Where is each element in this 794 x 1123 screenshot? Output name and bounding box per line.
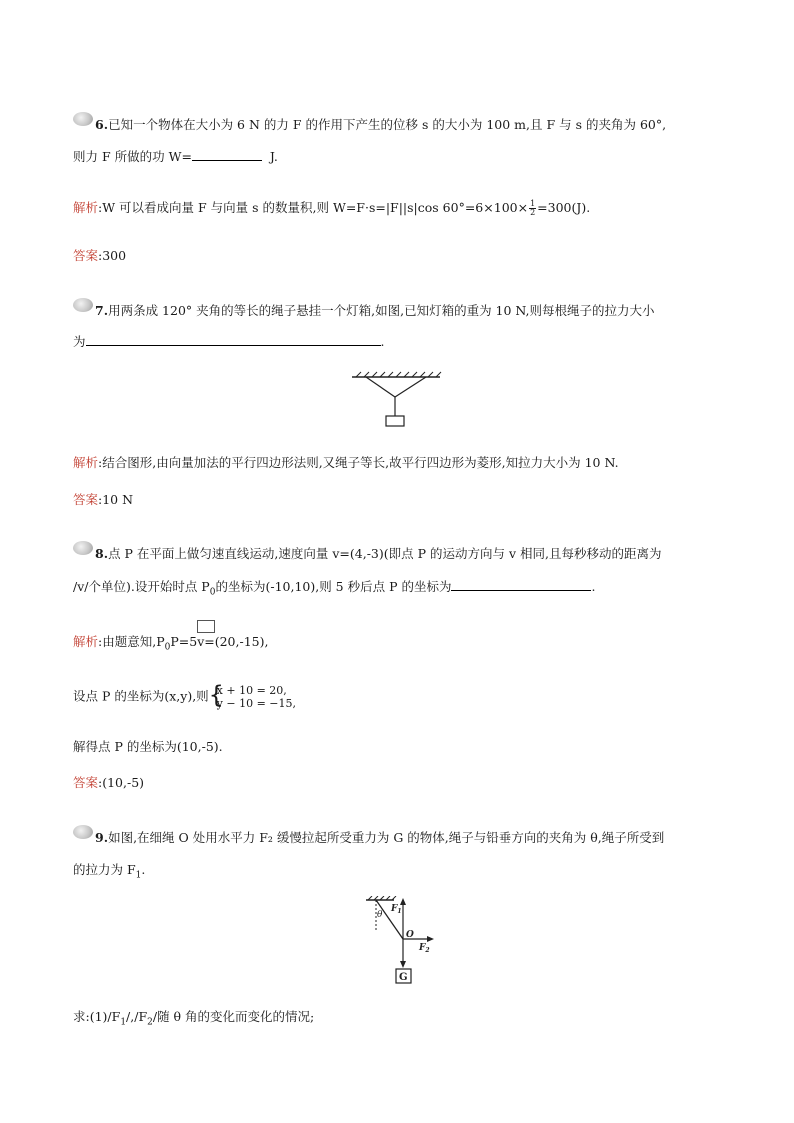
q6-stem-line1: 6.已知一个物体在大小为 6 N 的力 F 的作用下产生的位移 s 的大小为 100 m,且 F 与 s 的夹角为 60°, xyxy=(95,117,667,132)
q7-stem-line1: 7.用两条成 120° 夹角的等长的绳子悬挂一个灯箱,如图,已知灯箱的重为 10 N,则每根绳子的拉力大小 xyxy=(95,303,655,318)
answer-label: 答案 xyxy=(73,248,99,263)
q8-solve: 解得点 P 的坐标为(10,-5). xyxy=(73,739,223,754)
answer-label: 答案 xyxy=(73,492,99,507)
answer-label: 答案 xyxy=(73,775,99,790)
q8-stem-line1: 8.点 P 在平面上做匀速直线运动,速度向量 v=(4,-3)(即点 P 的运动方向与 v 相同,且每秒移动的距离为 xyxy=(95,546,662,561)
o-label: O xyxy=(406,930,414,940)
q8-answer-blank[interactable] xyxy=(451,578,591,591)
q9-ask: 求$:(1)/F_1/,/F_2/$随 θ 角的变化而变化的情况; xyxy=(73,1009,315,1028)
f2-label: $F_2$ xyxy=(419,943,430,954)
q6-stem-line2: 则力 F 所做的功 W= J. xyxy=(73,149,278,164)
rope-force-diagram xyxy=(362,896,442,988)
question-bullet-icon xyxy=(73,298,93,312)
q9-number: 9. xyxy=(95,830,109,845)
vector-arrow-box xyxy=(197,620,215,633)
analysis-label: 解析 xyxy=(73,634,99,649)
analysis-label: 解析 xyxy=(73,455,99,470)
q7-analysis: 解析:结合图形,由向量加法的平行四边形法则,又绳子等长,故平行四边形为菱形,知拉力大小为 10 N. xyxy=(73,455,619,470)
q6-answer-blank[interactable] xyxy=(192,148,262,161)
question-bullet-icon xyxy=(73,112,93,126)
equation-system: { x + 10 = 20, y − 10 = −15, xyxy=(208,681,297,710)
q6-analysis: 解析:W 可以看成向量 F 与向量 s 的数量积,则 W=F·s=|F||s|cos 60°=6×100× $\frac{1}{2}$ =300(J). xyxy=(73,199,591,217)
q6-number: 6. xyxy=(95,117,109,132)
q7-answer: 答案:10 N xyxy=(73,492,134,507)
q7-answer-blank[interactable] xyxy=(86,333,381,346)
f1-label: $F_1$ xyxy=(391,904,402,915)
q9-stem-line2: 的拉力为 $F_1$. xyxy=(73,862,146,881)
q7-number: 7. xyxy=(95,303,109,318)
question-bullet-icon xyxy=(73,825,93,839)
q7-stem-line2: 为 . xyxy=(73,334,385,349)
q8-answer: 答案:(10,-5) xyxy=(73,775,145,790)
q8-number: 8. xyxy=(95,546,109,561)
q8-analysis: 解析:由题意知$,P_0P=5v=(20,-15)$, xyxy=(73,634,269,653)
q8-equation-system: 设点 P 的坐标为(x,y),则 { x + 10 = 20, y − 10 = −15, xyxy=(73,681,297,710)
q8-stem-line2: /v/个单位).设开始时点 $P_0$的坐标为(-10,10),则 5 秒后点 P 的坐标为 . xyxy=(73,579,596,598)
analysis-label: 解析 xyxy=(73,200,99,215)
theta-label: θ xyxy=(377,910,383,920)
fraction: $\frac{1}{2}$ xyxy=(530,199,536,217)
lamp-box-diagram xyxy=(348,370,444,432)
q6-answer: 答案:300 xyxy=(73,248,127,263)
g-label: G xyxy=(399,972,408,983)
question-bullet-icon xyxy=(73,541,93,555)
q9-stem-line1: 9.如图,在细绳 O 处用水平力 F₂ 缓慢拉起所受重力为 G 的物体,绳子与铅垂方向的夹角为 θ,绳子所受到 xyxy=(95,830,665,845)
